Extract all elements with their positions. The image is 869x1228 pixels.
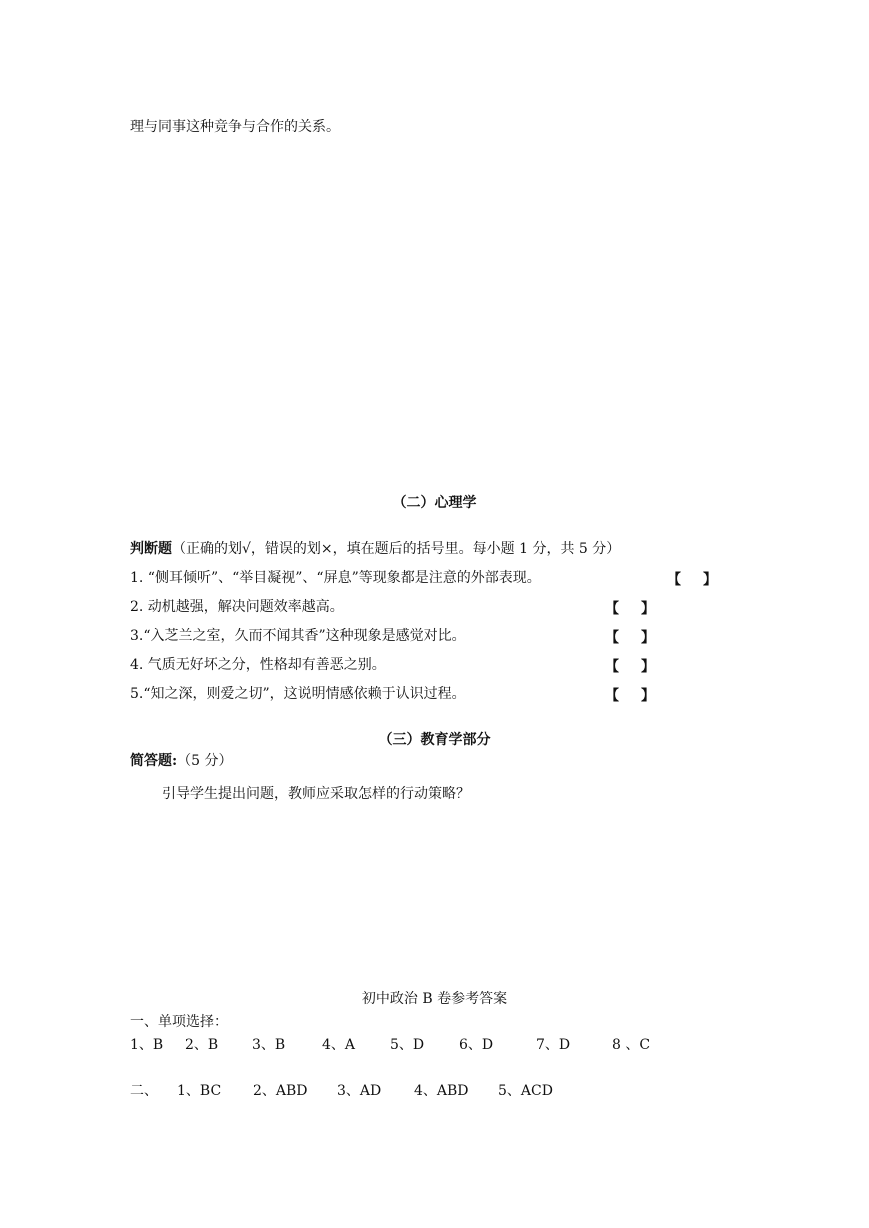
judgment-item-3: 3.“入芝兰之室，久而不闻其香”这种现象是感觉对比。 bbox=[130, 628, 466, 644]
answer-item: 1、BC bbox=[177, 1083, 222, 1099]
answer-item: 3、AD bbox=[337, 1083, 382, 1099]
judgment-item-4: 4. 气质无好坏之分，性格却有善恶之别。 bbox=[130, 657, 386, 673]
answer-item: 8 、C bbox=[612, 1037, 651, 1053]
answer-item: 5、ACD bbox=[498, 1083, 553, 1099]
short-answer-question: 引导学生提出问题，教师应采取怎样的行动策略？ bbox=[162, 786, 470, 802]
bracket-close: 】 bbox=[641, 601, 655, 617]
answer-item: 4、ABD bbox=[414, 1083, 469, 1099]
bracket-close: 】 bbox=[703, 572, 717, 588]
bracket-close: 】 bbox=[641, 688, 655, 704]
bracket-close: 】 bbox=[641, 630, 655, 646]
answer-bracket-1[interactable] bbox=[667, 569, 717, 589]
short-answer-label: 简答题: bbox=[130, 753, 178, 769]
bracket-open: 【 bbox=[605, 601, 619, 617]
judgment-item-1: 1. “侧耳倾听”、“举目凝视”、“屏息”等现象都是注意的外部表现。 bbox=[130, 570, 541, 586]
judgment-label: 判断题 bbox=[130, 541, 172, 557]
answer-bracket-3[interactable] bbox=[605, 627, 655, 647]
bracket-open: 【 bbox=[667, 572, 681, 588]
answer-item: 2、ABD bbox=[253, 1083, 308, 1099]
answer-item: 3、B bbox=[252, 1037, 286, 1053]
answer-item: 7、D bbox=[536, 1037, 571, 1053]
answer-key-title: 初中政治 B 卷参考答案 bbox=[361, 991, 508, 1007]
answer-item: 2、B bbox=[185, 1037, 219, 1053]
answer-bracket-5[interactable] bbox=[605, 685, 655, 705]
bracket-open: 【 bbox=[605, 630, 619, 646]
answer-bracket-2[interactable] bbox=[605, 598, 655, 618]
answer-item: 6、D bbox=[459, 1037, 494, 1053]
answer-item: 1、B bbox=[130, 1037, 164, 1053]
continuation-text: 理与同事这种竞争与合作的关系。 bbox=[130, 119, 340, 135]
answer-section-2-label: 二、 bbox=[130, 1083, 158, 1099]
psychology-heading: （二）心理学 bbox=[392, 495, 477, 511]
short-answer-points: （5 分） bbox=[177, 753, 233, 769]
bracket-close: 】 bbox=[641, 659, 655, 675]
judgment-instruction-text: （正确的划√，错误的划×，填在题后的括号里。每小题 1 分，共 5 分） bbox=[172, 541, 621, 557]
answer-section-1-label: 一、单项选择： bbox=[130, 1014, 228, 1030]
judgment-instruction bbox=[130, 540, 620, 558]
answer-bracket-4[interactable] bbox=[605, 656, 655, 676]
bracket-open: 【 bbox=[605, 688, 619, 704]
answer-item: 5、D bbox=[390, 1037, 425, 1053]
judgment-item-2: 2. 动机越强，解决问题效率越高。 bbox=[130, 599, 344, 615]
answer-item: 4、A bbox=[322, 1037, 356, 1053]
short-answer-header bbox=[130, 752, 233, 770]
bracket-open: 【 bbox=[605, 659, 619, 675]
judgment-item-5: 5.“知之深，则爱之切”，这说明情感依赖于认识过程。 bbox=[130, 686, 466, 702]
education-heading: （三）教育学部分 bbox=[378, 732, 491, 748]
